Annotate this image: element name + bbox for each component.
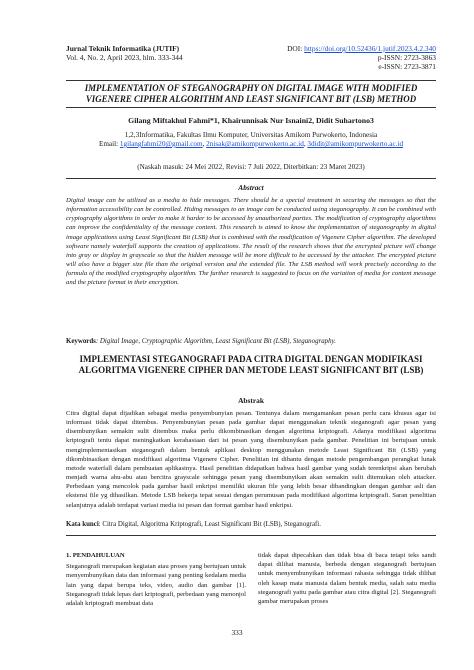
title-rule (66, 107, 436, 108)
email-line (66, 140, 436, 149)
doi-line (287, 44, 436, 53)
body-paragraph-left: Steganografi merupakan kegiatan atau proses yang bertujuan untuk menyembunyikan data dan informasi yang penting kedalam media lain yang dapat berupa teks, video, audio dan gambar [1]. Steganografi tidak lepas dari kriptografi, perbedaan yang menonjol adalah kriptografi membuat data (66, 563, 246, 608)
abstract-rule (66, 178, 436, 179)
paper-title-indonesian: IMPLEMENTASI STEGANOGRAFI PADA CITRA DIGITAL DENGAN MODIFIKASI ALGORITMA VIGENERE CIPHER DAN METODE LEAST SIGNIFICANT BIT (LSB) (78, 354, 424, 375)
paper-title: IMPLEMENTATION OF STEGANOGRAPHY ON DIGITAL IMAGE WITH MODIFIED VIGENERE CIPHER ALGORITHM AND LEAST SIGNIFICANT BIT (LSB) METHOD (84, 83, 418, 104)
journal-name: Jurnal Teknik Informatika (JUTIF) (66, 44, 180, 53)
keywords-label: Keywords (66, 338, 96, 345)
keywords-line (66, 338, 436, 345)
keywords-text: : Digital Image, Cryptographic Algorithm, Least Significant Bit (LSB), Steganography. (95, 338, 336, 345)
kata-kunci-label: Kata kunci (66, 521, 99, 528)
header-rule (66, 80, 436, 81)
email-link-1[interactable]: 1gilangfahmi20@gmail.com (119, 140, 203, 148)
kata-kunci-text: : Citra Digital, Algoritma Kriptografi, Least Significant Bit (LSB), Steganografi. (98, 521, 321, 528)
body-column-left (66, 551, 246, 608)
abstract-heading: Abstract (238, 183, 264, 192)
journal-volume: Vol. 4, No. 2, April 2023, hlm. 333-344 (66, 53, 183, 62)
received-dates: (Naskah masuk: 24 Mei 2022, Revisi: 7 Juli 2022, Diterbitkan: 23 Maret 2023) (137, 163, 365, 171)
body-rule (66, 535, 436, 536)
kata-kunci-line (66, 521, 436, 528)
email-label: Email: (98, 140, 120, 148)
journal-ids (287, 44, 436, 71)
email-sep: , (202, 140, 207, 148)
page-number: 333 (231, 628, 243, 637)
doi-link[interactable]: https://doi.org/10.52436/1.jutif.2023.4.2.340 (304, 44, 436, 53)
abstrak-heading: Abstrak (238, 396, 264, 405)
abstrak-indonesian: Citra digital dapat dijadikan sebagai media penyembunyian pesan. Tentunya dalam mengamankan pesan perlu cara khusus agar isi informasi tidak dapat ditembus. Penyembunyian pesan pada gambar dapat menggunakan teknik steganografi agar pesan yang disembunyikan semakin sulit ditembus maka perlu dikombinasikan dengan algoritma kriptografi. Adanya modifikasi algoritma kriptografi tentu dapat meningkatkan kerahasiaan dari isi pesan yang disembunyikan pada gambar. Penelitian ini bertujuan untuk mengimplementasikan steganografi dalam bentuk aplikasi desktop menggunakan metode Least Significant Bit (LSB) yang dikombinasikan dengan modifikasi algoritma Vigenere Cipher. Penelitian ini dibantu dengan metode pengembangan perangkat lunak metode waterfall dalam pembuatan aplikasinya. Hasil penelitian didapatkan bahwa hasil gambar yang sudah terenkripsi akan berubah menjadi warna abu-abu atau bercitra grayscale sehingga pesan yang disembunyikan akan semakin sulit ditemukan oleh attacker. Perbedaan yang mencolok pada gambar hasil enkripsi memiliki ukuran file yang lebih besar dibandingkan dengan gambar asli dan ekstensi file yg dihasilkan. Metode LSB bekerja tepat sesuai dengan perumusan pada modifikasi algoritma kriptografi. Saran penelitian selanjutnya adalah terdapat variasi media isi pesan dan format gambar hasil enkripsi. (66, 410, 436, 509)
email-link-3[interactable]: 3didit@amikompurwokerto.ac.id (307, 140, 404, 148)
section-heading: 1. PENDAHULUAN (66, 552, 125, 559)
body-column-right (258, 551, 436, 606)
affiliation-line: 1,2,3Informatika, Fakultas Ilmu Komputer, Universitas Amikom Purwokerto, Indonesia (124, 131, 378, 139)
abstract-english: Digital image can be utilized as a media to hide messages. There should be a special treatment in securing the messages so that the information accessibility can be controlled. Hiding messages to an image can be conducted using steganography. It can be combined with cryptography algorithms in order to make it harder to be accessed by unauthorized parties. The modification of cryptography algorithms can improve the confidentiality of the message content. This research is aimed to know the implementation of steganography in digital image applications using Least Significant Bit (LSB) that is combined with the modification of Vigenere Cipher algorithm. The developed software namely waterfall supports the creation of applications. The result of the research shows that the encrypted picture will change into gray or display in grayscale so that the hidden message will be more difficult to be accessed by the attacker. The encrypted picture will also have a bigger size file than the original version and the extended file. The LSB method will work precisely according to the formula of the modified cryptography algorithm. The further research is suggested to focus on the variation of media for content message and the picture format in their encryption. (66, 197, 436, 287)
email-link-2[interactable]: 2nisak@amikompurwokerto.ac.id (206, 140, 304, 148)
e-issn: e-ISSN: 2723-3871 (378, 62, 436, 71)
body-paragraph-right: tidak dapat dipecahkan dan tidak bisa di baca tetapi teks sandi dapat dilihat manusia, berbeda dengan steganografi bertujuan untuk menyembunyikan informasi rahasia sehingga tidak dilihat oleh kasap mata manusia dalam bentuk media, salah satu media steganografi yaitu pada gambar atau citra digital [2]. Steganografi gambar merupakan proses (258, 552, 436, 606)
journal-info (66, 44, 183, 62)
email-sep: , (303, 140, 308, 148)
doi-prefix: DOI: (287, 44, 305, 53)
author-list: Gilang Miftakhul Fahmi*1, Khairunnisak Nur Isnaini2, Didit Suhartono3 (128, 116, 374, 125)
p-issn: p-ISSN: 2723-3863 (377, 53, 436, 62)
affiliation (66, 131, 436, 149)
